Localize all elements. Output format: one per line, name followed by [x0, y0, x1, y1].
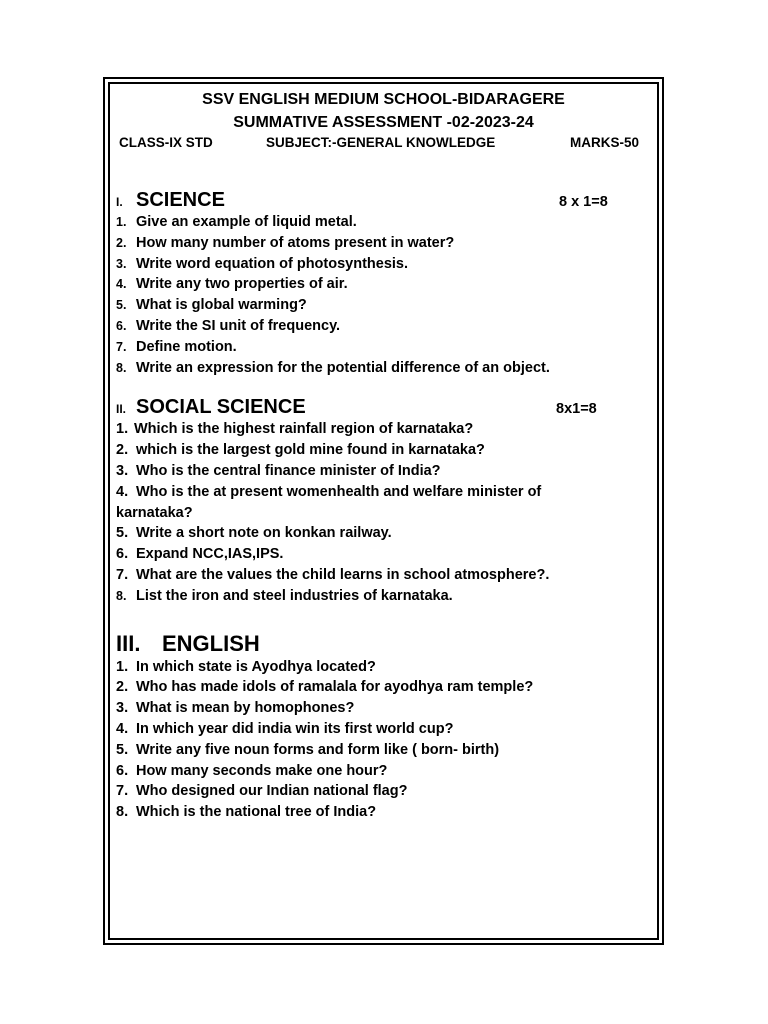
section-title: SCIENCE: [136, 189, 225, 211]
section-heading-social-science: [116, 393, 651, 419]
subject-label: SUBJECT:-GENERAL KNOWLEDGE: [266, 135, 496, 150]
question-item: 8. Which is the national tree of India?: [116, 804, 377, 821]
question-item: 1. Which is the highest rainfall region of karnataka?: [116, 421, 474, 438]
question-item: 6. Expand NCC,IAS,IPS.: [116, 546, 284, 563]
question-paper: [116, 88, 651, 823]
section-marks: 8x1=8: [556, 401, 597, 418]
english-questions: [116, 657, 651, 823]
marks-label: MARKS-50: [570, 135, 640, 150]
section-number: II.: [116, 402, 127, 417]
question-item: 7. What are the values the child learns in school atmosphere?.: [116, 566, 550, 583]
question-item: 7. Define motion.: [116, 338, 237, 355]
exam-meta-row: [116, 135, 651, 153]
question-item: 2. which is the largest gold mine found in karnataka?: [116, 442, 485, 459]
question-item: 5. What is global warming?: [116, 297, 307, 314]
question-item: 1. In which state is Ayodhya located?: [116, 658, 376, 675]
section-heading-science: [116, 186, 651, 212]
question-item: 4. In which year did india win its first world cup?: [116, 720, 454, 737]
question-item: 4. Who is the at present womenhealth and welfare minister of karnataka?: [116, 483, 542, 521]
section-title: ENGLISH: [162, 630, 260, 656]
social-science-questions: [116, 419, 651, 606]
class-label: CLASS-IX STD: [119, 135, 213, 150]
section-number: I.: [116, 195, 123, 209]
question-item: 5. Write any five noun forms and form like ( born- birth): [116, 741, 500, 758]
question-item: 5. Write a short note on konkan railway.: [116, 525, 392, 542]
question-item: 2. How many number of atoms present in water?: [116, 234, 455, 251]
question-item: 7. Who designed our Indian national flag?: [116, 783, 408, 800]
exam-title: SUMMATIVE ASSESSMENT -02-2023-24: [233, 114, 534, 131]
section-title: SOCIAL SCIENCE: [136, 396, 306, 419]
question-item: 8. List the iron and steel industries of karnataka.: [116, 587, 453, 604]
question-item: 3. Write word equation of photosynthesis.: [116, 255, 409, 272]
school-name: SSV ENGLISH MEDIUM SCHOOL-BIDARAGERE: [202, 91, 565, 108]
question-item: 6. Write the SI unit of frequency.: [116, 317, 341, 334]
question-item: 2. Who has made idols of ramalala for ayodhya ram temple?: [116, 679, 534, 696]
section-number: III.: [116, 630, 141, 656]
section-marks: 8 x 1=8: [559, 194, 608, 210]
question-item: 4. Write any two properties of air.: [116, 276, 348, 293]
question-item: 1. Give an example of liquid metal.: [116, 214, 357, 230]
science-questions: [116, 212, 651, 378]
question-item: 6. How many seconds make one hour?: [116, 762, 388, 779]
question-item: 3. What is mean by homophones?: [116, 700, 355, 717]
question-item: 3. Who is the central finance minister of India?: [116, 462, 441, 479]
question-item: 8. Write an expression for the potential difference of an object.: [116, 359, 550, 376]
section-heading-english: [116, 627, 651, 657]
